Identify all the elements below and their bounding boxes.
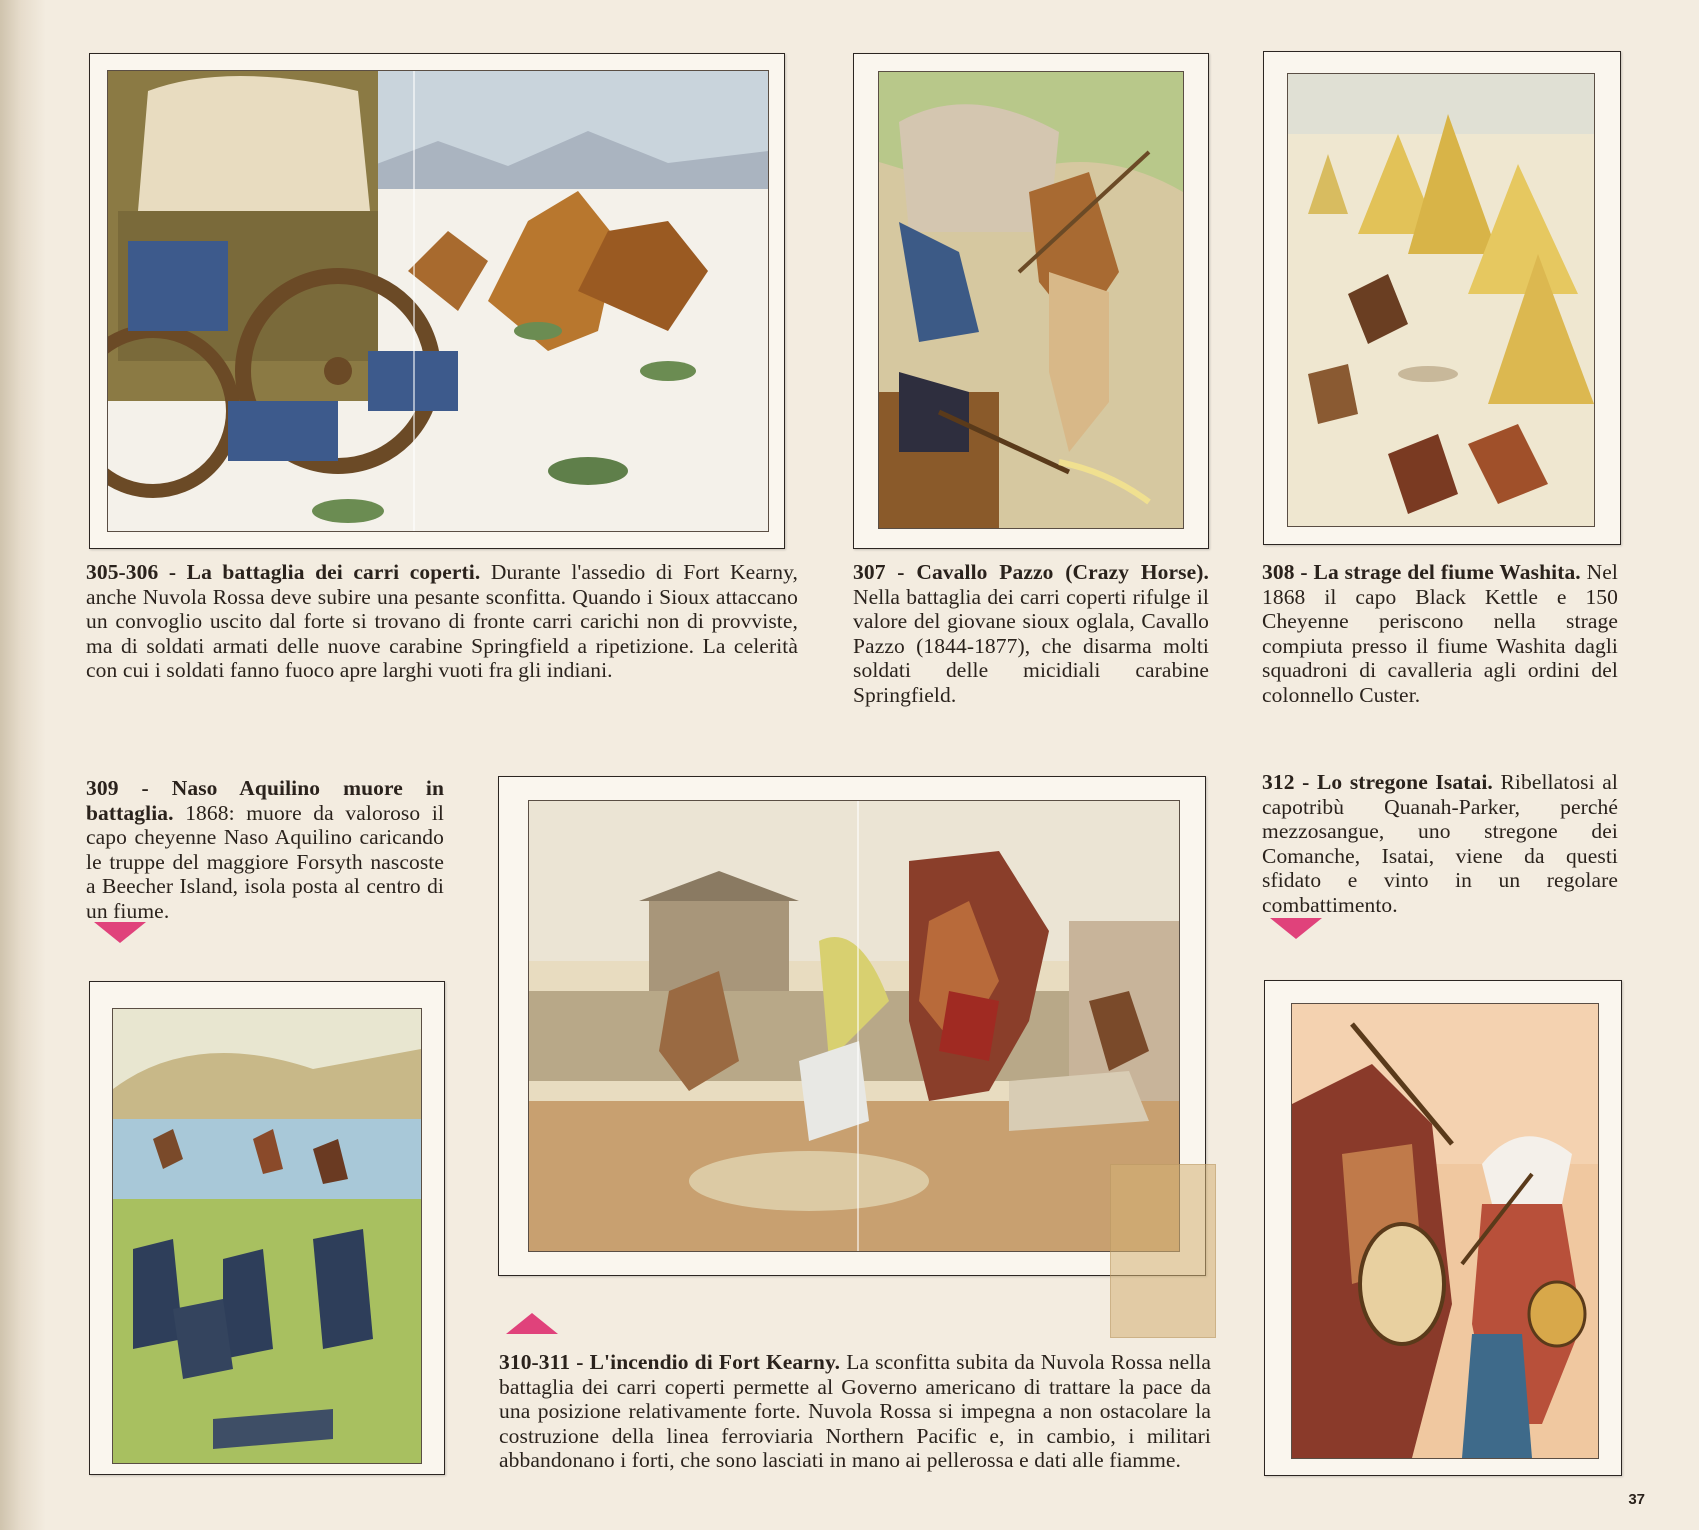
caption-text-305-306: Durante l'assedio di Fort Kearny, anche Nuvola Rossa deve subire una pesante sconfitta. Quando i Sioux attaccano un convoglio uscito dal forte si trovano di fronte carri carichi non di provviste, ma di soldati armati delle nuove carabine Springfield a ripetizione. La celerità con cui i soldati fanno fuoco apre larghi vuoti fra gli indiani. (86, 560, 798, 683)
book-gutter-shadow (0, 0, 46, 1530)
caption-310-311 (499, 1350, 1211, 1473)
arrow-down-312 (1270, 918, 1322, 939)
illustration-312-isatai-duel (1291, 1003, 1599, 1459)
illustration-310-311-fort-kearny-fire (528, 800, 1180, 1252)
caption-title-309: 309 - Naso Aquilino muore in battaglia. (86, 776, 444, 825)
illustration-308-washita-massacre (1287, 73, 1595, 527)
caption-312 (1262, 770, 1618, 918)
arrow-up-310-311 (506, 1313, 558, 1334)
caption-title-310-311: 310-311 - L'incendio di Fort Kearny. (499, 1350, 841, 1374)
caption-text-307: Nella battaglia dei carri coperti rifulge il valore del giovane sioux oglala, Cavallo Pazzo (1844-1877), che disarma molti soldati delle micidiali carabine Springfield. (853, 584, 1209, 707)
caption-307 (853, 560, 1209, 708)
caption-309 (86, 776, 444, 924)
illustration-309-beecher-island (112, 1008, 422, 1464)
caption-text-312: Ribellatosi al capotribù Quanah-Parker, perché mezzosangue, uno stregone dei Comanche, Isatai, viene da questi sfidato e vinto in un regolare combattimento. (1262, 770, 1618, 917)
arrow-down-309 (94, 922, 146, 943)
caption-title-308: 308 - La strage del fiume Washita. (1262, 560, 1581, 584)
illustration-305-306-wagon-battle (107, 70, 769, 532)
caption-title-305-306: 305-306 - La battaglia dei carri coperti. (86, 560, 481, 584)
caption-text-308: Nel 1868 il capo Black Kettle e 150 Cheyenne periscono nella strage compiuta presso il fiume Washita dagli squadroni di cavalleria agli ordini del colonnello Custer. (1262, 560, 1618, 707)
caption-text-309: 1868: muore da valoroso il capo cheyenne Naso Aquilino caricando le truppe del maggiore Forsyth nascoste a Beecher Island, isola posta al centro di un fiume. (86, 800, 444, 923)
caption-title-312: 312 - Lo stregone Isatai. (1262, 770, 1493, 794)
page-number: 37 (1628, 1491, 1645, 1508)
caption-305-306 (86, 560, 798, 683)
caption-text-310-311: La sconfitta subita da Nuvola Rossa nella battaglia dei carri coperti permette al Governo americano di trattare la pace da una posizione relativamente forte. Nuvola Rossa si impegna a non ostacolare la costruzione della linea ferroviaria Northern Pacific e, in cambio, i militari abbandonano i forti, che sono lasciati in mano ai pellerossa e dati alle fiamme. (499, 1350, 1212, 1473)
tape-patch (1110, 1164, 1216, 1338)
caption-308 (1262, 560, 1618, 708)
caption-title-307: 307 - Cavallo Pazzo (Crazy Horse). (853, 560, 1209, 584)
illustration-307-crazy-horse (878, 71, 1184, 529)
